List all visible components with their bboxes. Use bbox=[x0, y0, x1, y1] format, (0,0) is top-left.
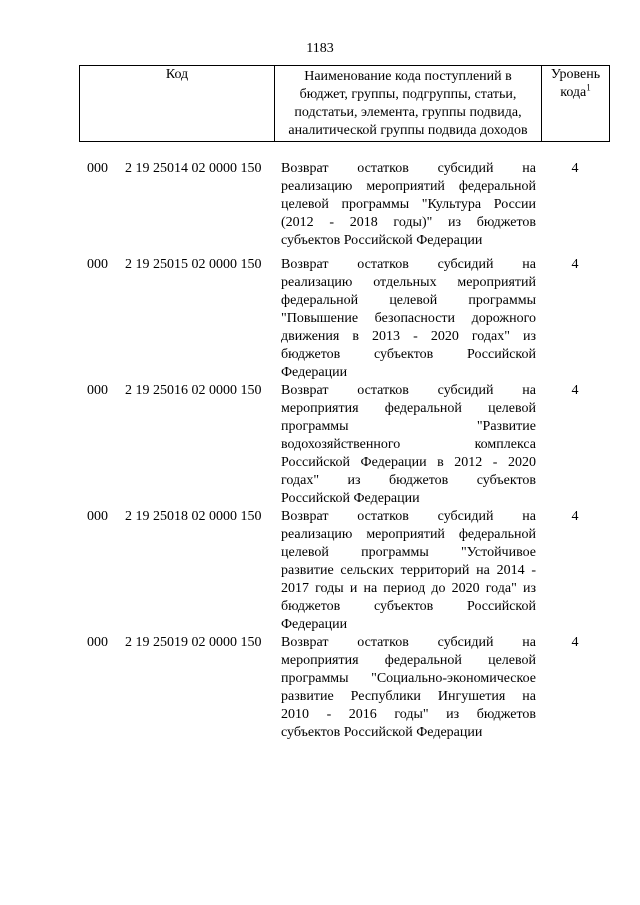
row-class-code: 000 bbox=[87, 383, 108, 398]
footnote-marker: 1 bbox=[586, 82, 591, 93]
row-class-code: 000 bbox=[87, 161, 108, 176]
row-code: 2 19 25018 02 0000 150 bbox=[125, 509, 262, 524]
row-name-line: Российской Федерации bbox=[281, 491, 420, 506]
row-name-line: Возврат остатков субсидий на bbox=[281, 257, 536, 272]
table-row bbox=[0, 160, 640, 250]
row-name-line: мероприятия федеральной целевой bbox=[281, 401, 536, 416]
row-name bbox=[281, 634, 536, 742]
header-name bbox=[275, 66, 542, 142]
table-row bbox=[0, 634, 640, 742]
header-level bbox=[542, 66, 610, 142]
row-name bbox=[281, 256, 536, 382]
row-level: 4 bbox=[571, 161, 579, 176]
row-name-line: реализацию отдельных мероприятий bbox=[281, 275, 536, 290]
row-level: 4 bbox=[571, 383, 579, 398]
row-name-line: Возврат остатков субсидий на bbox=[281, 161, 536, 176]
row-name-line: Возврат остатков субсидий на bbox=[281, 383, 536, 398]
row-name-line: (2012 - 2018 годы)" из бюджетов bbox=[281, 215, 536, 230]
row-name bbox=[281, 382, 536, 508]
row-name-line: Российской Федерации в 2012 - 2020 bbox=[281, 455, 536, 470]
header-name-line: бюджет, группы, подгруппы, статьи, bbox=[299, 87, 517, 102]
row-name-line: реализацию мероприятий федеральной bbox=[281, 527, 536, 542]
row-level: 4 bbox=[571, 257, 579, 272]
table-row bbox=[0, 508, 640, 634]
row-name-line: субъектов Российской Федерации bbox=[281, 233, 483, 248]
row-name-line: бюджетов субъектов Российской bbox=[281, 347, 536, 362]
row-name-line: 2010 - 2016 годы" из бюджетов bbox=[281, 707, 536, 722]
row-name-line: водохозяйственного комплекса bbox=[281, 437, 536, 452]
row-name-line: федеральной целевой программы bbox=[281, 293, 536, 308]
row-name-line: Федерации bbox=[281, 365, 348, 380]
row-name-line: развитие сельских территорий на 2014 - bbox=[281, 563, 536, 578]
row-name-line: мероприятия федеральной целевой bbox=[281, 653, 536, 668]
row-code: 2 19 25014 02 0000 150 bbox=[125, 161, 262, 176]
row-name-line: Возврат остатков субсидий на bbox=[281, 509, 536, 524]
row-code: 2 19 25019 02 0000 150 bbox=[125, 635, 262, 650]
table-header bbox=[79, 65, 610, 142]
row-level: 4 bbox=[571, 509, 579, 524]
row-name-line: бюджетов субъектов Российской bbox=[281, 599, 536, 614]
row-name-line: реализацию мероприятий федеральной bbox=[281, 179, 536, 194]
row-code: 2 19 25016 02 0000 150 bbox=[125, 383, 262, 398]
row-name-line: годах" из бюджетов субъектов bbox=[281, 473, 536, 488]
row-name bbox=[281, 508, 536, 634]
row-name-line: Возврат остатков субсидий на bbox=[281, 635, 536, 650]
row-code: 2 19 25015 02 0000 150 bbox=[125, 257, 262, 272]
header-level-line: Уровень bbox=[550, 67, 601, 82]
row-name-line: 2017 годы и на период до 2020 года" из bbox=[281, 581, 536, 596]
row-name-line: целевой программы "Культура России bbox=[281, 197, 536, 212]
row-name-line: субъектов Российской Федерации bbox=[281, 725, 483, 740]
header-code: Код bbox=[80, 66, 275, 142]
row-name-line: движения в 2013 - 2020 годах" из bbox=[281, 329, 536, 344]
row-class-code: 000 bbox=[87, 509, 108, 524]
header-level-line: кода bbox=[560, 85, 587, 100]
row-name-line: Федерации bbox=[281, 617, 348, 632]
row-name-line: программы "Развитие bbox=[281, 419, 536, 434]
table-row bbox=[0, 256, 640, 382]
header-name-line: подстатьи, элемента, группы подвида, bbox=[294, 105, 522, 120]
row-name-line: развитие Республики Ингушетия на bbox=[281, 689, 536, 704]
row-class-code: 000 bbox=[87, 257, 108, 272]
row-name-line: "Повышение безопасности дорожного bbox=[281, 311, 536, 326]
row-name-line: программы "Социально-экономическое bbox=[281, 671, 536, 686]
row-level: 4 bbox=[571, 635, 579, 650]
row-name-line: целевой программы "Устойчивое bbox=[281, 545, 536, 560]
page-number: 1183 bbox=[306, 41, 334, 56]
row-name bbox=[281, 160, 536, 250]
header-name-line: аналитической группы подвида доходов bbox=[288, 123, 528, 138]
row-class-code: 000 bbox=[87, 635, 108, 650]
table-row bbox=[0, 382, 640, 508]
header-name-line: Наименование кода поступлений в bbox=[304, 69, 512, 84]
